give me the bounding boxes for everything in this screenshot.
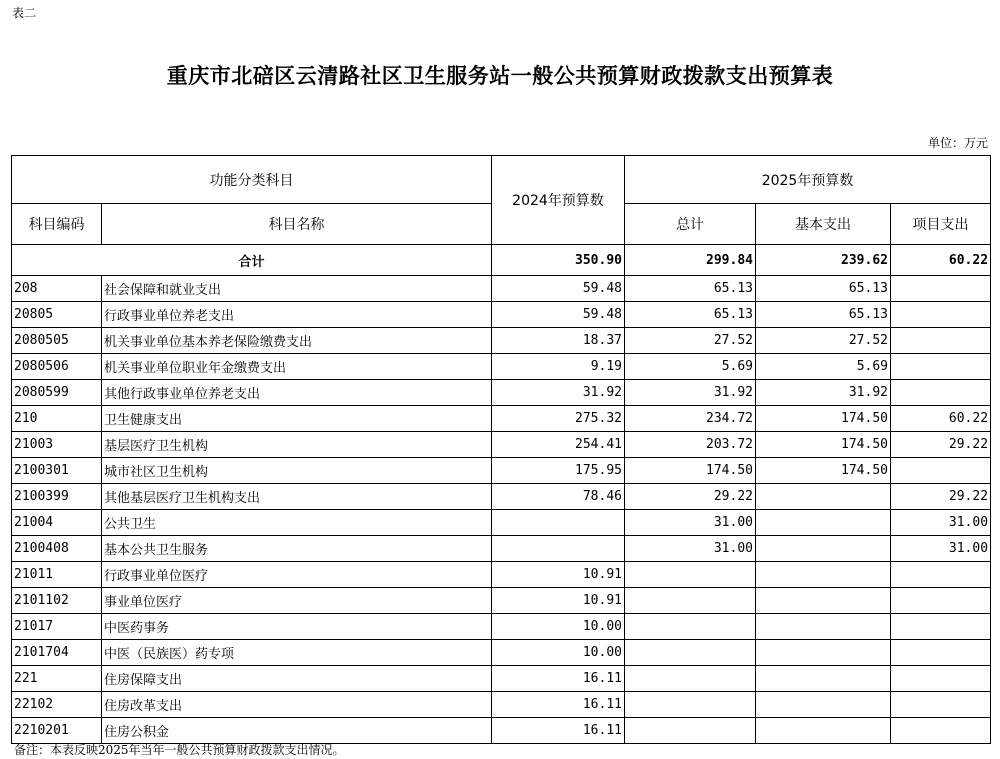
row-2025-basic	[756, 588, 891, 614]
row-2025-total: 31.00	[625, 510, 756, 536]
row-2025-project	[891, 302, 991, 328]
row-2025-basic: 31.92	[756, 380, 891, 406]
row-name: 住房改革支出	[102, 692, 492, 718]
row-code: 2100408	[12, 536, 102, 562]
header-name: 科目名称	[102, 204, 492, 245]
row-2025-basic	[756, 666, 891, 692]
table-row	[12, 432, 991, 458]
row-budget-2024: 9.19	[492, 354, 625, 380]
total-label: 合计	[12, 245, 492, 276]
row-2025-total: 27.52	[625, 328, 756, 354]
table-row	[12, 406, 991, 432]
row-2025-total: 31.92	[625, 380, 756, 406]
row-2025-total	[625, 692, 756, 718]
row-code: 21011	[12, 562, 102, 588]
row-budget-2024: 18.37	[492, 328, 625, 354]
table-row	[12, 380, 991, 406]
table-row	[12, 484, 991, 510]
row-2025-basic: 5.69	[756, 354, 891, 380]
row-2025-project	[891, 718, 991, 744]
row-code: 2080506	[12, 354, 102, 380]
row-code: 2100301	[12, 458, 102, 484]
row-2025-basic	[756, 692, 891, 718]
table-row	[12, 692, 991, 718]
row-2025-total: 29.22	[625, 484, 756, 510]
row-2025-project: 29.22	[891, 432, 991, 458]
header-total: 总计	[625, 204, 756, 245]
row-2025-basic	[756, 510, 891, 536]
row-2025-project	[891, 614, 991, 640]
row-2025-basic: 27.52	[756, 328, 891, 354]
row-name: 卫生健康支出	[102, 406, 492, 432]
row-2025-total	[625, 718, 756, 744]
row-code: 21003	[12, 432, 102, 458]
row-2025-total	[625, 614, 756, 640]
row-2025-basic	[756, 640, 891, 666]
table-row	[12, 562, 991, 588]
table-row	[12, 666, 991, 692]
header-functional-category: 功能分类科目	[12, 156, 492, 204]
row-2025-total: 5.69	[625, 354, 756, 380]
row-budget-2024: 16.11	[492, 718, 625, 744]
header-project: 项目支出	[891, 204, 991, 245]
row-2025-project	[891, 458, 991, 484]
row-budget-2024: 10.91	[492, 562, 625, 588]
row-2025-total	[625, 666, 756, 692]
row-code: 2101102	[12, 588, 102, 614]
row-2025-total: 174.50	[625, 458, 756, 484]
row-2025-total: 234.72	[625, 406, 756, 432]
row-2025-basic: 174.50	[756, 458, 891, 484]
row-code: 21004	[12, 510, 102, 536]
row-code: 21017	[12, 614, 102, 640]
row-2025-project: 31.00	[891, 536, 991, 562]
row-2025-project: 31.00	[891, 510, 991, 536]
row-2025-project	[891, 276, 991, 302]
row-2025-basic: 174.50	[756, 406, 891, 432]
row-code: 2080505	[12, 328, 102, 354]
row-2025-project: 60.22	[891, 406, 991, 432]
row-2025-project	[891, 380, 991, 406]
row-code: 2100399	[12, 484, 102, 510]
unit-label: 单位：万元	[927, 136, 988, 150]
row-budget-2024: 254.41	[492, 432, 625, 458]
row-2025-basic	[756, 614, 891, 640]
row-2025-project	[891, 640, 991, 666]
row-name: 城市社区卫生机构	[102, 458, 492, 484]
row-code: 208	[12, 276, 102, 302]
row-2025-total: 31.00	[625, 536, 756, 562]
row-budget-2024: 10.00	[492, 614, 625, 640]
row-2025-project	[891, 588, 991, 614]
row-name: 其他基层医疗卫生机构支出	[102, 484, 492, 510]
row-code: 20805	[12, 302, 102, 328]
row-2025-total: 203.72	[625, 432, 756, 458]
row-2025-basic	[756, 536, 891, 562]
row-2025-project	[891, 666, 991, 692]
row-name: 机关事业单位职业年金缴费支出	[102, 354, 492, 380]
row-code: 221	[12, 666, 102, 692]
row-name: 住房公积金	[102, 718, 492, 744]
row-budget-2024: 275.32	[492, 406, 625, 432]
table-row	[12, 640, 991, 666]
row-name: 公共卫生	[102, 510, 492, 536]
table-row	[12, 328, 991, 354]
row-budget-2024: 10.91	[492, 588, 625, 614]
row-2025-project	[891, 692, 991, 718]
row-name: 行政事业单位养老支出	[102, 302, 492, 328]
total-budget-2024: 350.90	[492, 245, 625, 276]
header-budget-2024: 2024年预算数	[492, 156, 625, 245]
table-row	[12, 510, 991, 536]
row-2025-project: 29.22	[891, 484, 991, 510]
header-budget-2025: 2025年预算数	[625, 156, 991, 204]
header-code: 科目编码	[12, 204, 102, 245]
row-budget-2024: 10.00	[492, 640, 625, 666]
row-2025-total: 65.13	[625, 276, 756, 302]
budget-table	[11, 155, 991, 744]
header-basic: 基本支出	[756, 204, 891, 245]
document-label: 表二	[12, 6, 37, 20]
total-row	[12, 245, 991, 276]
row-2025-project	[891, 562, 991, 588]
row-2025-basic	[756, 718, 891, 744]
row-2025-basic	[756, 562, 891, 588]
row-code: 210	[12, 406, 102, 432]
row-2025-basic: 65.13	[756, 302, 891, 328]
row-name: 其他行政事业单位养老支出	[102, 380, 492, 406]
row-2025-total	[625, 640, 756, 666]
row-2025-total	[625, 562, 756, 588]
table-row	[12, 302, 991, 328]
row-budget-2024: 31.92	[492, 380, 625, 406]
footnote: 备注：本表反映2025年当年一般公共预算财政拨款支出情况。	[14, 743, 345, 757]
row-2025-basic	[756, 484, 891, 510]
page-title: 重庆市北碚区云清路社区卫生服务站一般公共预算财政拨款支出预算表	[166, 63, 834, 88]
table-row	[12, 614, 991, 640]
row-2025-basic: 174.50	[756, 432, 891, 458]
row-budget-2024: 175.95	[492, 458, 625, 484]
table-row	[12, 588, 991, 614]
row-name: 基层医疗卫生机构	[102, 432, 492, 458]
row-name: 中医药事务	[102, 614, 492, 640]
row-code: 2210201	[12, 718, 102, 744]
row-2025-project	[891, 328, 991, 354]
table-row	[12, 354, 991, 380]
row-budget-2024: 16.11	[492, 692, 625, 718]
row-code: 2101704	[12, 640, 102, 666]
row-name: 住房保障支出	[102, 666, 492, 692]
row-name: 行政事业单位医疗	[102, 562, 492, 588]
table-row	[12, 718, 991, 744]
total-2025-basic: 239.62	[756, 245, 891, 276]
table-row	[12, 536, 991, 562]
row-code: 2080599	[12, 380, 102, 406]
row-2025-basic: 65.13	[756, 276, 891, 302]
total-2025-project: 60.22	[891, 245, 991, 276]
row-budget-2024: 59.48	[492, 276, 625, 302]
row-budget-2024: 59.48	[492, 302, 625, 328]
row-code: 22102	[12, 692, 102, 718]
row-2025-total: 65.13	[625, 302, 756, 328]
row-budget-2024: 16.11	[492, 666, 625, 692]
row-budget-2024	[492, 510, 625, 536]
row-name: 事业单位医疗	[102, 588, 492, 614]
row-name: 机关事业单位基本养老保险缴费支出	[102, 328, 492, 354]
table-row	[12, 276, 991, 302]
total-2025-total: 299.84	[625, 245, 756, 276]
row-2025-project	[891, 354, 991, 380]
row-name: 中医（民族医）药专项	[102, 640, 492, 666]
row-budget-2024	[492, 536, 625, 562]
table-row	[12, 458, 991, 484]
row-budget-2024: 78.46	[492, 484, 625, 510]
row-name: 基本公共卫生服务	[102, 536, 492, 562]
row-2025-total	[625, 588, 756, 614]
row-name: 社会保障和就业支出	[102, 276, 492, 302]
